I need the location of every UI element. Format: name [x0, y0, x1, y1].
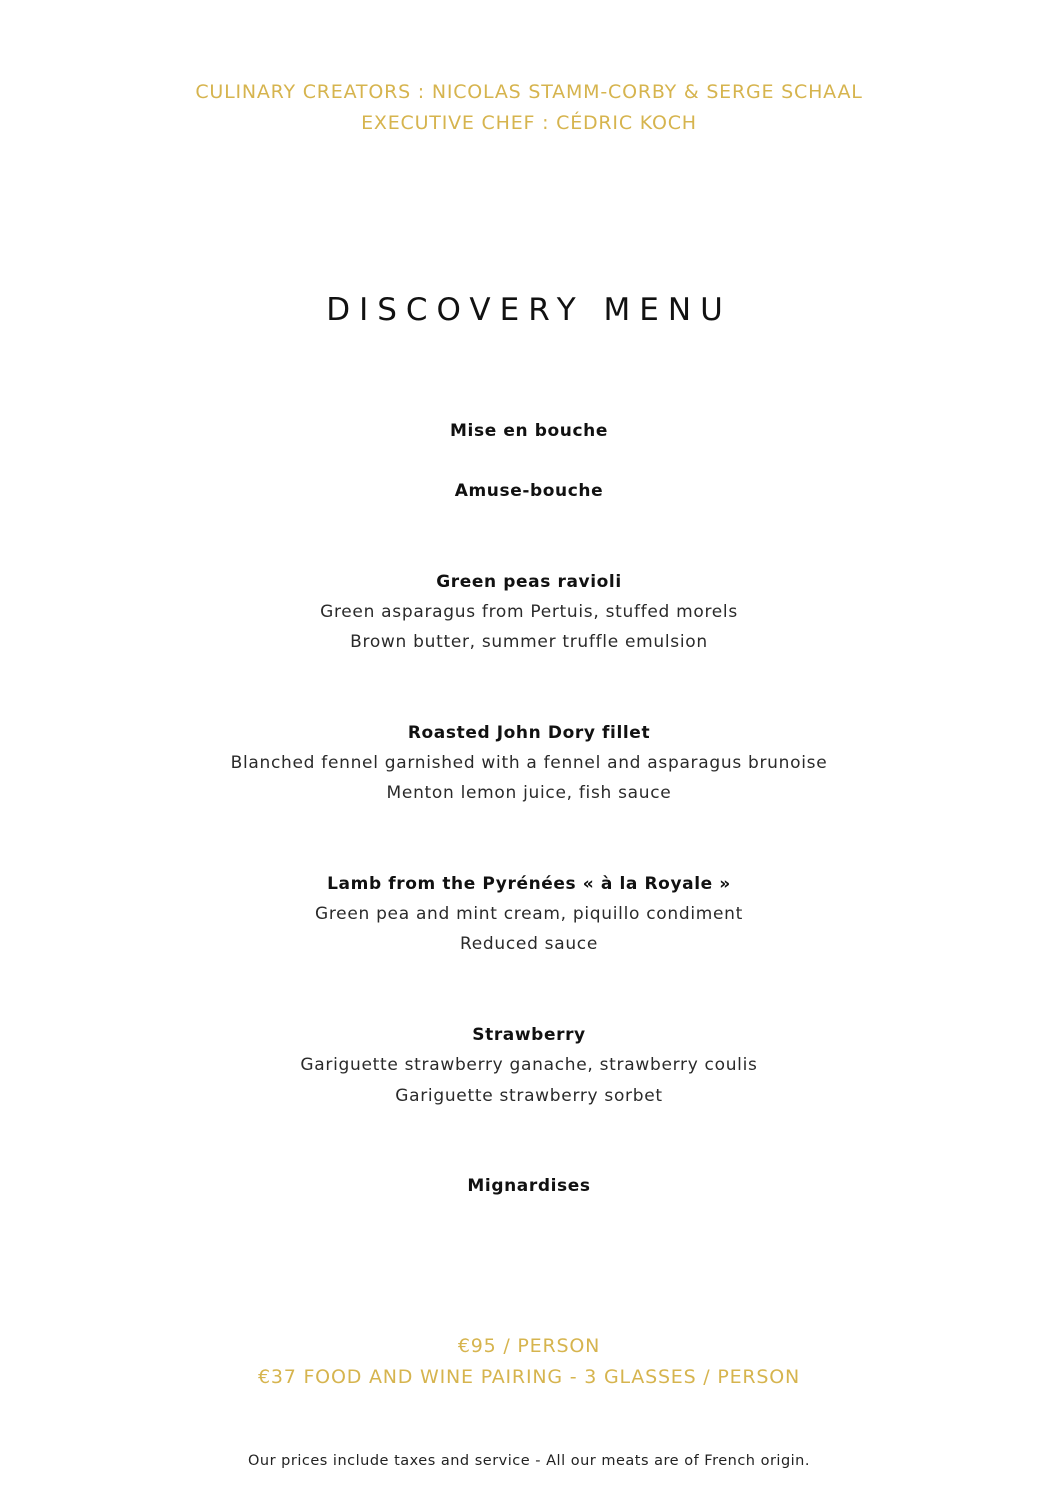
price-per-person: €95 / PERSON [457, 1335, 601, 1357]
course-description: Blanched fennel garnished with a fennel and asparagus brunoise [230, 753, 828, 773]
course-description: Green asparagus from Pertuis, stuffed morels [320, 602, 738, 622]
course-title: Mignardises [467, 1176, 591, 1196]
course-title: Mise en bouche [450, 421, 608, 441]
culinary-creators-line: CULINARY CREATORS : NICOLAS STAMM-CORBY & SERGE SCHAAL [195, 81, 863, 103]
course-title: Lamb from the Pyrénées « à la Royale » [327, 874, 731, 894]
course-description: Gariguette strawberry sorbet [395, 1086, 663, 1106]
footer-note: Our prices include taxes and service - All our meats are of French origin. [248, 1453, 810, 1469]
course-title: Amuse-bouche [454, 481, 604, 501]
course-description: Gariguette strawberry ganache, strawberry coulis [300, 1055, 758, 1075]
course-description: Brown butter, summer truffle emulsion [350, 632, 708, 652]
wine-pairing-price: €37 FOOD AND WINE PAIRING - 3 GLASSES / PERSON [257, 1366, 801, 1388]
course-title: Roasted John Dory fillet [407, 723, 651, 743]
executive-chef-line: EXECUTIVE CHEF : CÉDRIC KOCH [361, 112, 697, 134]
course-title: Strawberry [472, 1025, 586, 1045]
course-description: Green pea and mint cream, piquillo condiment [314, 904, 744, 924]
menu-title: DISCOVERY MENU [326, 292, 732, 328]
course-title: Green peas ravioli [436, 572, 622, 592]
course-description: Menton lemon juice, fish sauce [386, 783, 672, 803]
course-description: Reduced sauce [459, 934, 599, 954]
